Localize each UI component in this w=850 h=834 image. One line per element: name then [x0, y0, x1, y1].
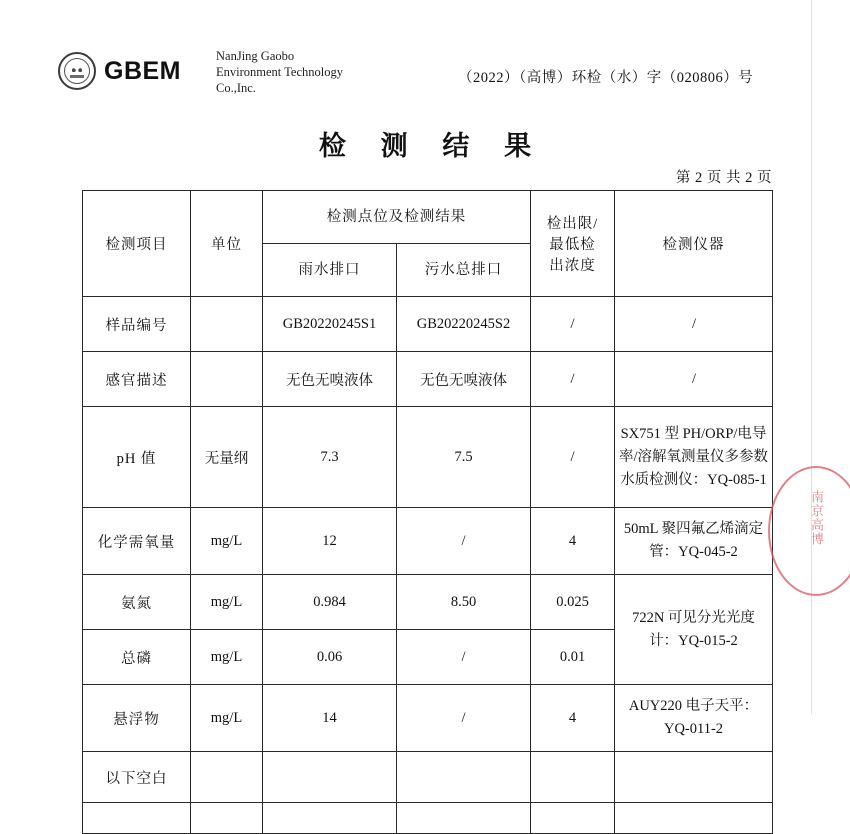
company-name [216, 48, 343, 96]
cell-point-1: 0.06 [263, 630, 397, 685]
cell-instrument [615, 752, 773, 803]
cell-point-1: 12 [263, 508, 397, 575]
cell-point-2: 8.50 [397, 575, 531, 630]
header-points-group: 检测点位及检测结果 [263, 191, 531, 244]
cell-item: 以下空白 [83, 752, 191, 803]
header-limit-line-3: 出浓度 [549, 258, 596, 274]
cell-item: 化学需氧量 [83, 508, 191, 575]
cell-unit [191, 752, 263, 803]
cell-unit [191, 297, 263, 352]
table-row [83, 685, 773, 752]
cell-limit: / [531, 352, 615, 407]
header-item: 检测项目 [83, 191, 191, 297]
cell-instrument: 722N 可见分光光度计：YQ-015-2 [615, 575, 773, 685]
cell-point-2: GB20220245S2 [397, 297, 531, 352]
cell-item [83, 803, 191, 834]
page-count: 第 2 页 共 2 页 [675, 170, 772, 186]
cell-unit [191, 803, 263, 834]
cell-limit: 0.025 [531, 575, 615, 630]
table-row [83, 407, 773, 508]
cell-limit: 0.01 [531, 630, 615, 685]
cell-limit [531, 752, 615, 803]
page-title: 检 测 结 果 [318, 131, 546, 161]
logo-text: GBEM [104, 56, 181, 85]
cell-instrument [615, 803, 773, 834]
cell-point-1 [263, 803, 397, 834]
table-row [83, 575, 773, 630]
cell-instrument: / [615, 297, 773, 352]
cell-point-2: / [397, 508, 531, 575]
table-row [83, 297, 773, 352]
globe-icon [58, 52, 96, 90]
cell-point-1: 无色无嗅液体 [263, 352, 397, 407]
header-unit: 单位 [191, 191, 263, 297]
cell-point-2: 无色无嗅液体 [397, 352, 531, 407]
cell-instrument: SX751 型 PH/ORP/电导率/溶解氧测量仪多参数水质检测仪：YQ-085-1 [615, 407, 773, 508]
cell-unit: mg/L [191, 630, 263, 685]
cell-item: 样品编号 [83, 297, 191, 352]
cell-point-2 [397, 803, 531, 834]
table-row [83, 752, 773, 803]
results-table [82, 190, 773, 834]
header-detection-limit [531, 191, 615, 297]
cell-limit: / [531, 407, 615, 508]
cell-point-1: 14 [263, 685, 397, 752]
cell-point-1 [263, 752, 397, 803]
cell-unit: mg/L [191, 685, 263, 752]
cell-limit: 4 [531, 508, 615, 575]
cell-limit: / [531, 297, 615, 352]
header-instrument: 检测仪器 [615, 191, 773, 297]
header-point-2: 污水总排口 [397, 244, 531, 297]
company-line-1: NanJing Gaobo [216, 49, 295, 63]
official-seal [768, 466, 850, 596]
cell-limit: 4 [531, 685, 615, 752]
cell-item: pH 值 [83, 407, 191, 508]
cell-instrument: AUY220 电子天平：YQ-011-2 [615, 685, 773, 752]
table-header-row-1 [83, 191, 773, 244]
report-number: （2022）（高博）环检（水）字（020806）号 [458, 70, 754, 86]
cell-point-1: GB20220245S1 [263, 297, 397, 352]
table-row [83, 803, 773, 834]
company-line-3: Co.,Inc. [216, 81, 256, 95]
cell-limit [531, 803, 615, 834]
cell-instrument: / [615, 352, 773, 407]
header-limit-line-2: 最低检 [549, 237, 596, 253]
cell-unit: mg/L [191, 508, 263, 575]
cell-point-2 [397, 752, 531, 803]
cell-item: 总磷 [83, 630, 191, 685]
document-header [58, 48, 790, 108]
cell-point-1: 0.984 [263, 575, 397, 630]
cell-item: 感官描述 [83, 352, 191, 407]
table-row [83, 508, 773, 575]
header-point-1: 雨水排口 [263, 244, 397, 297]
header-limit-line-1: 检出限/ [546, 216, 599, 232]
cell-unit: 无量纲 [191, 407, 263, 508]
cell-point-2: / [397, 630, 531, 685]
seal-line-1: 南京高博 [809, 490, 824, 546]
table-row [83, 352, 773, 407]
cell-point-1: 7.3 [263, 407, 397, 508]
cell-instrument: 50mL 聚四氟乙烯滴定管：YQ-045-2 [615, 508, 773, 575]
page-edge-line [811, 0, 812, 714]
cell-item: 氨氮 [83, 575, 191, 630]
cell-point-2: / [397, 685, 531, 752]
cell-unit: mg/L [191, 575, 263, 630]
company-line-2: Environment Technology [216, 65, 343, 79]
company-logo [58, 52, 181, 90]
cell-unit [191, 352, 263, 407]
cell-item: 悬浮物 [83, 685, 191, 752]
cell-point-2: 7.5 [397, 407, 531, 508]
